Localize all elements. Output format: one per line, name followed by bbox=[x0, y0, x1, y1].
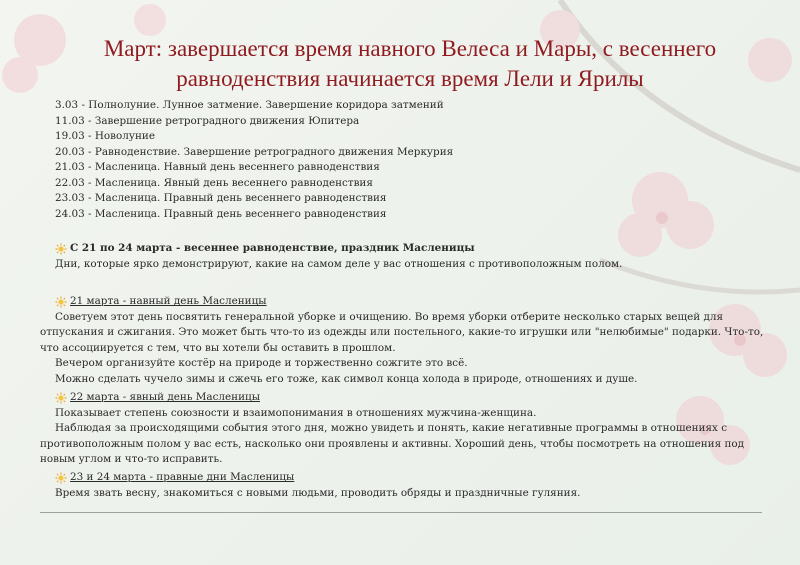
day21-heading: 21 марта - навный день Масленицы bbox=[40, 294, 775, 310]
page-title: Март: завершается время навного Велеса и Мары, с весеннего равноденствия начинается время Лели и Ярилы bbox=[103, 36, 717, 91]
sun-icon bbox=[55, 392, 67, 404]
main-section-heading: С 21 по 24 марта - весеннее равноденствие, праздник Масленицы bbox=[40, 241, 775, 257]
paragraph: Можно сделать чучело зимы и сжечь его тоже, как символ конца холода в природе, отношениях и душе. bbox=[55, 372, 638, 385]
paragraph: Советуем этот день посвятить генеральной уборке и очищению. Во время уборки отберите несколько старых вещей для отпускания и сжигания. Это может быть что-то из одежды или постельного, какие-то игрушки или "нелюбимые" подарки. Что-то, что ассоциируется с тем, что вы хотели бы оставить в прошлом. bbox=[40, 310, 764, 354]
date-item: 3.03 - Полнолуние. Лунное затмение. Завершение коридора затмений bbox=[55, 99, 444, 111]
date-item: 19.03 - Новолуние bbox=[55, 130, 155, 142]
day2324-heading: 23 и 24 марта - правные дни Масленицы bbox=[40, 470, 775, 486]
paragraph: Наблюдая за происходящими события этого дня, можно увидеть и понять, какие негативные программы в отношениях с противоположным полом у вас есть, насколько они проявлены и активны. Хороший день, чтобы посмотреть на отношения под новым углом и что-то исправить. bbox=[40, 422, 745, 465]
sun-icon bbox=[55, 472, 67, 484]
day22-heading: 22 марта - явный день Масленицы bbox=[40, 390, 775, 406]
paragraph: Время звать весну, знакомиться с новыми людьми, проводить обряды и праздничные гуляния. bbox=[55, 486, 581, 499]
date-item: 22.03 - Масленица. Явный день весеннего равноденствия bbox=[55, 176, 373, 189]
date-item: 11.03 - Завершение ретроградного движения Юпитера bbox=[55, 114, 360, 127]
date-item: 23.03 - Масленица. Правный день весеннего равноденствия bbox=[55, 192, 387, 204]
sun-icon bbox=[55, 243, 67, 255]
paragraph: Вечером организуйте костёр на природе и торжественно сожгите это всё. bbox=[55, 357, 468, 369]
main-section bbox=[40, 241, 775, 272]
paragraph: Показывает степень союзности и взаимопонимания в отношениях мужчина-женщина. bbox=[55, 406, 537, 419]
date-item: 24.03 - Масленица. Правный день весеннего равноденствия bbox=[55, 207, 387, 220]
dates-list bbox=[55, 98, 453, 222]
date-item: 20.03 - Равноденствие. Завершение ретроградного движения Меркурия bbox=[55, 145, 454, 158]
date-item: 21.03 - Масленица. Навный день весеннего равноденствия bbox=[55, 161, 380, 173]
day2324-section bbox=[40, 470, 775, 501]
main-section-text: Дни, которые ярко демонстрируют, какие на самом деле у вас отношения с противоположным полом. bbox=[55, 257, 623, 270]
day21-section bbox=[40, 294, 775, 387]
divider bbox=[40, 512, 762, 513]
day22-section bbox=[40, 390, 775, 468]
sun-icon bbox=[55, 296, 67, 308]
